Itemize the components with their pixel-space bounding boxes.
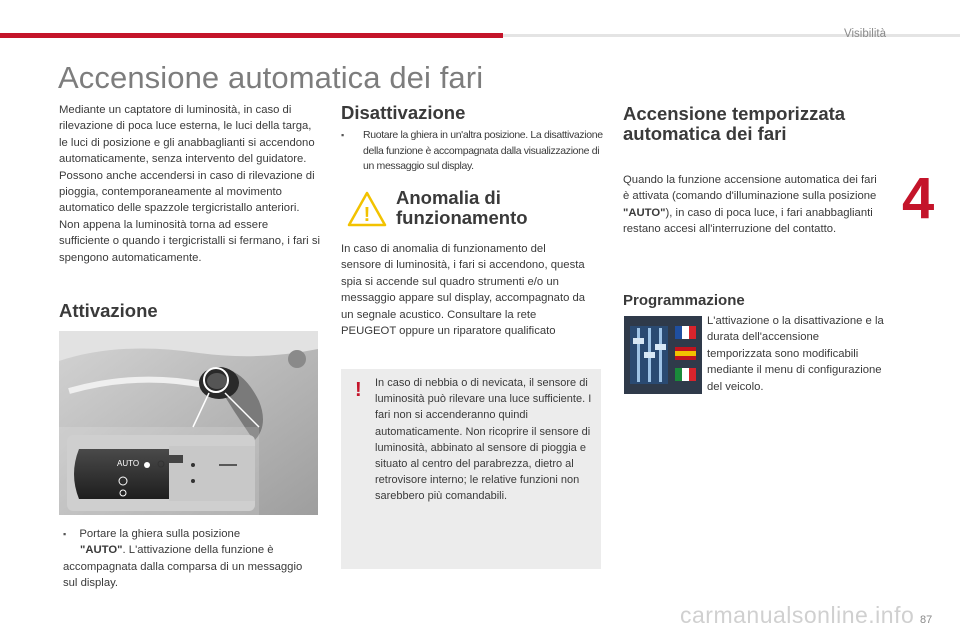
bullet-marker: ▪ xyxy=(63,529,67,539)
temporizzata-text-bold: "AUTO" xyxy=(623,206,666,219)
note-text: In caso di nebbia o di nevicata, il sensore di luminosità può rilevare una luce sufficiente. I fari non si accenderanno quindi automaticamente. Non ricoprire il sensore di luminosità, abbinato al sensore di pioggia e situato al centro del parabrezza, dietro al retrovisore interno; le relative funzioni non sarebbero più comandabili. xyxy=(375,377,592,503)
watermark: carmanualsonline.info xyxy=(680,602,915,628)
intro-paragraph-2: Non appena la luminosità torna ad essere sufficiente o quando i tergicristalli si fermano, i fari si spengono automaticamente. xyxy=(59,218,320,264)
attivazione-bullet-suffix: . L'attivazione della funzione è accompagnata dalla comparsa di un messaggio sul display. xyxy=(63,544,303,590)
section-name: Visibilità xyxy=(844,28,886,40)
anomalia-text: In caso di anomalia di funzionamento del sensore di luminosità, i fari si accendono, questa spia si accende sul quadro strumenti e/o un messaggio appare sul display, accompagnato da un segnale acustico. Consultare la rete PEUGEOT oppure un riparatore qualificato xyxy=(341,243,586,338)
page-title: Accensione automatica dei fari xyxy=(58,60,484,95)
lighting-stalk-photo xyxy=(59,331,318,515)
bullet-marker: ▪ xyxy=(341,130,344,140)
stalk-auto-label: AUTO xyxy=(117,459,140,468)
temporizzata-heading-line1: Accensione temporizzata xyxy=(623,103,846,124)
anomalia-heading-line1: Anomalia di xyxy=(396,187,501,208)
chapter-number: 4 xyxy=(902,166,935,231)
disattivazione-bullet xyxy=(341,128,603,175)
anomalia-heading xyxy=(396,188,528,228)
attivazione-bullet xyxy=(63,526,313,592)
header-red-rule xyxy=(0,33,503,38)
attivazione-heading: Attivazione xyxy=(59,300,158,321)
warning-triangle-symbol: ! xyxy=(363,204,371,226)
temporizzata-heading xyxy=(623,104,845,144)
header-grey-rule xyxy=(503,34,960,37)
attivazione-bullet-bold: "AUTO" xyxy=(80,544,123,557)
temporizzata-text xyxy=(623,172,885,238)
page-number: 87 xyxy=(920,614,933,626)
anomalia-heading-line2: funzionamento xyxy=(396,207,528,228)
programmazione-heading: Programmazione xyxy=(623,292,745,309)
intro-paragraph-1: Mediante un captatore di luminosità, in caso di rilevazione di poca luce esterna, le luci della targa, le luci di posizione e gli anabbaglianti si accendono automaticamente, senza intervento del guidatore. Possono anche accendersi in caso di rilevazione di pioggia, contemporaneamente al movimento automatico delle spazzole tergicristallo anteriori. xyxy=(59,104,315,215)
warning-triangle-icon xyxy=(346,190,388,228)
note-box xyxy=(341,369,601,569)
disattivazione-bullet-text: Ruotare la ghiera in un'altra posizione. La disattivazione della funzione è accompagnata dalla visualizzazione di un messaggio sul display. xyxy=(363,129,603,173)
programmazione-text: L'attivazione o la disattivazione e la durata dell'accensione temporizzata sono modificabili mediante il menu di configurazione del veicolo. xyxy=(707,315,884,393)
stalk-illustration xyxy=(59,331,318,515)
intro-block xyxy=(59,102,321,266)
attivazione-bullet-prefix: Portare la ghiera sulla posizione xyxy=(79,528,241,540)
disattivazione-heading: Disattivazione xyxy=(341,102,466,123)
note-exclamation-icon: ! xyxy=(355,379,362,401)
settings-menu-icon xyxy=(624,316,702,394)
temporizzata-text-suffix: ), in caso di poca luce, i fari anabbaglianti restano accesi all'interruzione del contatto. xyxy=(623,206,873,236)
temporizzata-text-prefix: Quando la funzione accensione automatica dei fari è attivata (comando d'illuminazione sulla posizione xyxy=(623,174,877,203)
temporizzata-heading-line2: automatica dei fari xyxy=(623,123,787,144)
